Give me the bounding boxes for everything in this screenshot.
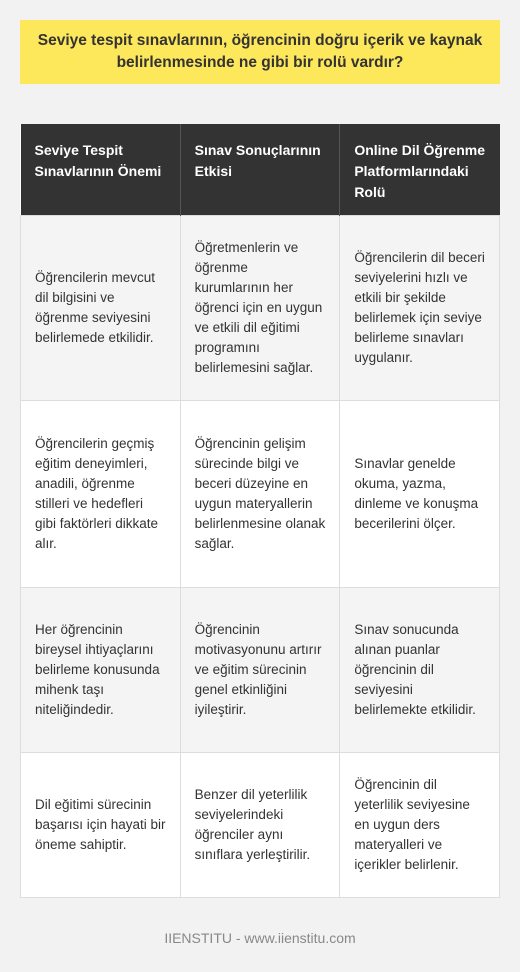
table-row bbox=[21, 216, 500, 401]
table-cell: Dil eğitimi sürecinin başarısı için hayati bir öneme sahiptir. bbox=[21, 753, 181, 898]
table-cell: Öğrencinin motivasyonunu artırır ve eğitim sürecinin genel etkinliğini iyileştirir. bbox=[180, 588, 340, 753]
column-header: Sınav Sonuçlarının Etkisi bbox=[180, 124, 340, 216]
page-title: Seviye tespit sınavlarının, öğrencinin doğru içerik ve kaynak belirlenmesinde ne gibi bir rolü vardır? bbox=[37, 32, 483, 71]
table-cell: Öğrencilerin dil beceri seviyelerini hızlı ve etkili bir şekilde belirlemek için seviye belirleme sınavları uygulanır. bbox=[340, 216, 500, 401]
table-cell: Benzer dil yeterlilik seviyelerindeki öğrenciler aynı sınıflara yerleştirilir. bbox=[180, 753, 340, 898]
table-cell: Öğrencilerin mevcut dil bilgisini ve öğrenme seviyesini belirlemede etkilidir. bbox=[21, 216, 181, 401]
column-header: Seviye Tespit Sınavlarının Önemi bbox=[21, 124, 181, 216]
table-header-row bbox=[21, 124, 500, 216]
table-cell: Sınavlar genelde okuma, yazma, dinleme ve konuşma becerilerini ölçer. bbox=[340, 401, 500, 588]
table-row bbox=[21, 588, 500, 753]
table-cell: Sınav sonucunda alınan puanlar öğrencinin dil seviyesini belirlemekte etkilidir. bbox=[340, 588, 500, 753]
table-row bbox=[21, 401, 500, 588]
table-cell: Öğrencinin dil yeterlilik seviyesine en uygun ders materyalleri ve içerikler belirlenir. bbox=[340, 753, 500, 898]
title-banner bbox=[20, 20, 500, 84]
comparison-table bbox=[20, 124, 500, 898]
table-cell: Öğrencinin gelişim sürecinde bilgi ve beceri düzeyine en uygun materyallerin belirlenmesine olanak sağlar. bbox=[180, 401, 340, 588]
table-cell: Öğrencilerin geçmiş eğitim deneyimleri, anadili, öğrenme stilleri ve hedefleri gibi faktörleri dikkate alır. bbox=[21, 401, 181, 588]
table-cell: Öğretmenlerin ve öğrenme kurumlarının her öğrenci için en uygun ve etkili dil eğitimi programını belirlemesini sağlar. bbox=[180, 216, 340, 401]
footer-credit: IIENSTITU - www.iienstitu.com bbox=[164, 930, 356, 946]
table-cell: Her öğrencinin bireysel ihtiyaçlarını belirleme konusunda mihenk taşı niteliğindedir. bbox=[21, 588, 181, 753]
table-row bbox=[21, 753, 500, 898]
column-header: Online Dil Öğrenme Platformlarındaki Rolü bbox=[340, 124, 500, 216]
